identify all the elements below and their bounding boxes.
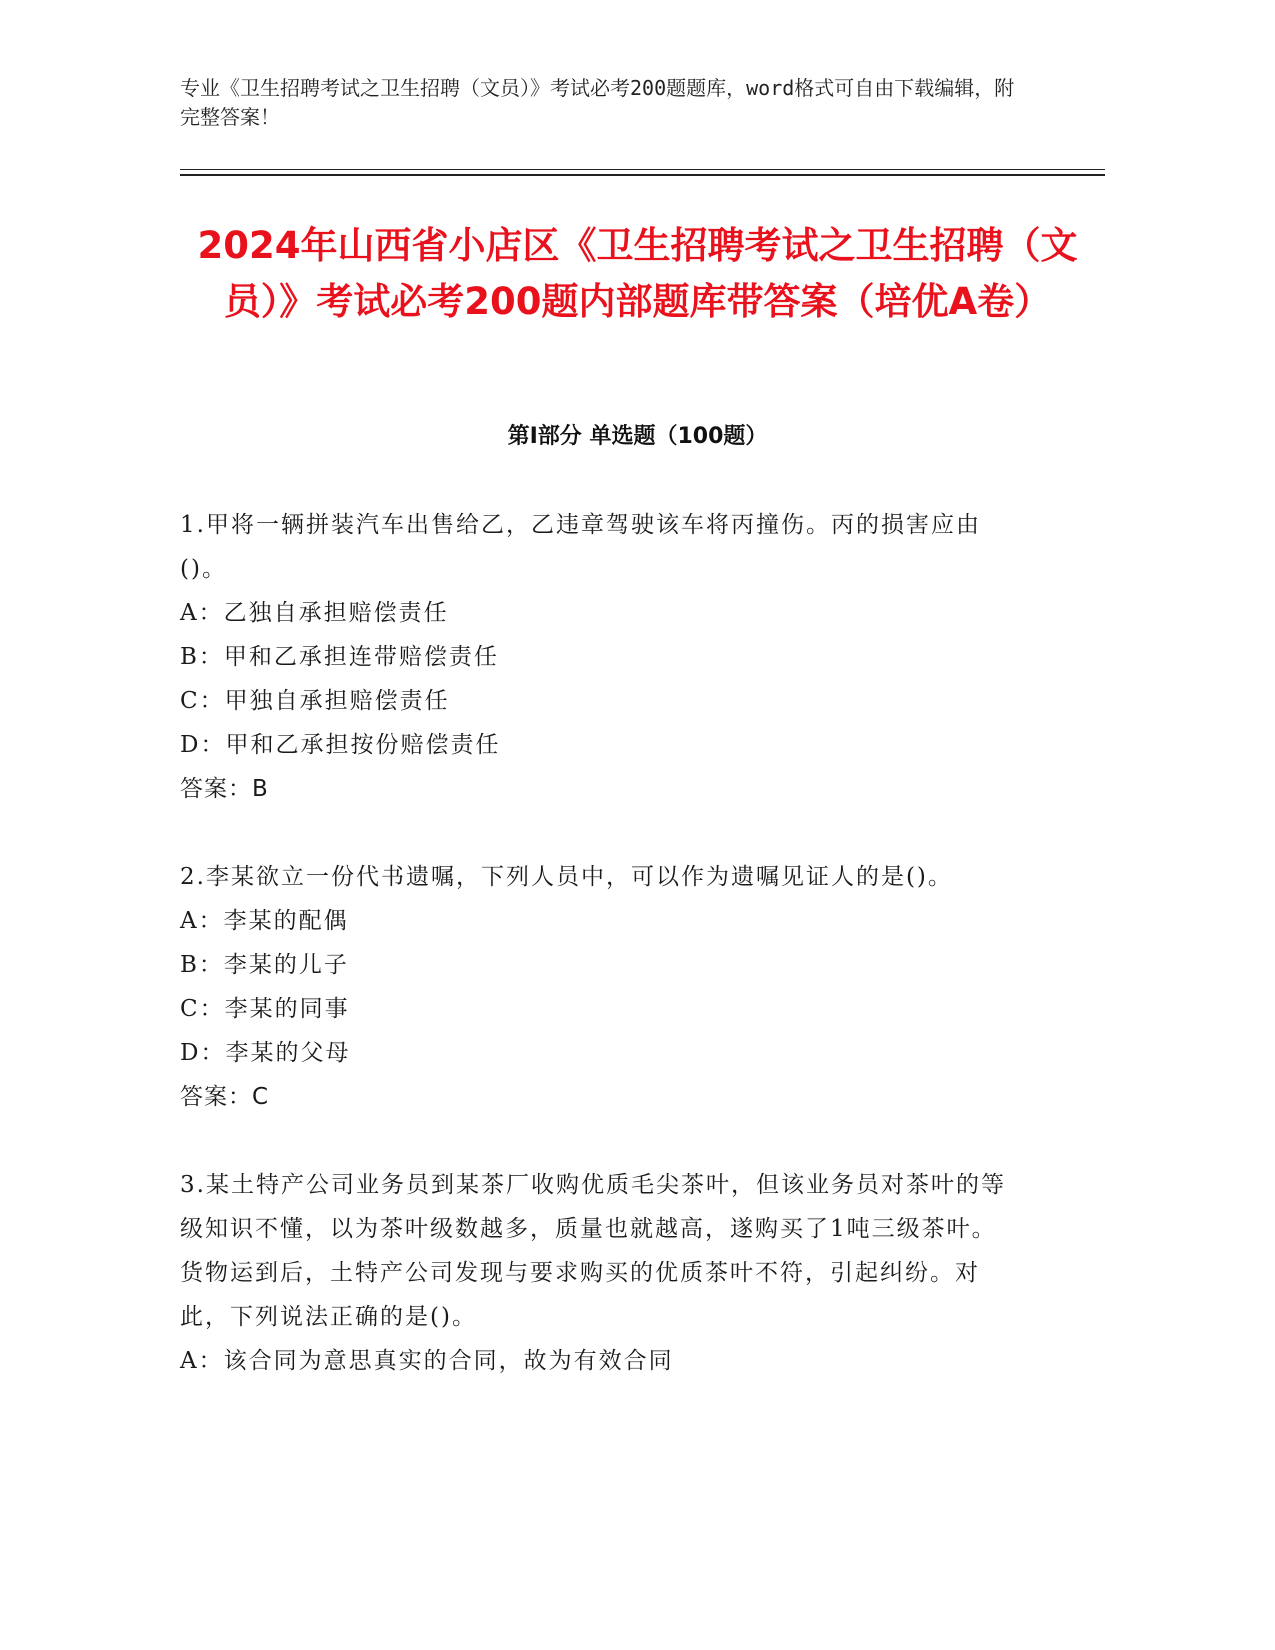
question-1 — [180, 503, 1020, 811]
question-list — [180, 503, 1020, 1427]
option-a: A：乙独自承担赔偿责任 — [180, 600, 449, 626]
option-b: B：李某的儿子 — [180, 952, 349, 978]
option-b: B：甲和乙承担连带赔偿责任 — [180, 644, 499, 670]
option-d: D：李某的父母 — [180, 1040, 351, 1066]
section-title: 第Ⅰ部分 单选题（100题） — [507, 424, 768, 449]
question-stem: 1.甲将一辆拼装汽车出售给乙，乙违章驾驶该车将丙撞伤。丙的损害应由()。 — [180, 512, 981, 582]
answer-line: 答案：B — [180, 776, 269, 802]
question-3 — [180, 1163, 1020, 1383]
option-a: A：李某的配偶 — [180, 908, 349, 934]
question-2 — [180, 855, 1020, 1119]
answer-line: 答案：C — [180, 1084, 270, 1110]
option-c: C：甲独自承担赔偿责任 — [180, 688, 450, 714]
header-divider-thin — [180, 169, 1105, 170]
option-d: D：甲和乙承担按份赔偿责任 — [180, 732, 501, 758]
question-stem: 3.某土特产公司业务员到某茶厂收购优质毛尖茶叶，但该业务员对茶叶的等级知识不懂，以为茶叶级数越多，质量也就越高，遂购买了1吨三级茶叶。货物运到后，土特产公司发现与要求购买的优质茶叶不符，引起纠纷。对此，下列说法正确的是()。 — [180, 1172, 1006, 1330]
document-title: 2024年山西省小店区《卫生招聘考试之卫生招聘（文员）》考试必考200题内部题库带答案（培优A卷） — [197, 224, 1078, 323]
option-a: A：该合同为意思真实的合同，故为有效合同 — [180, 1348, 674, 1374]
header-note: 专业《卫生招聘考试之卫生招聘（文员）》考试必考200题题库，word格式可自由下载编辑，附完整答案！ — [180, 76, 1015, 129]
option-c: C：李某的同事 — [180, 996, 350, 1022]
header-divider-thick — [180, 174, 1105, 176]
question-stem: 2.李某欲立一份代书遗嘱，下列人员中，可以作为遗嘱见证人的是()。 — [180, 864, 953, 890]
